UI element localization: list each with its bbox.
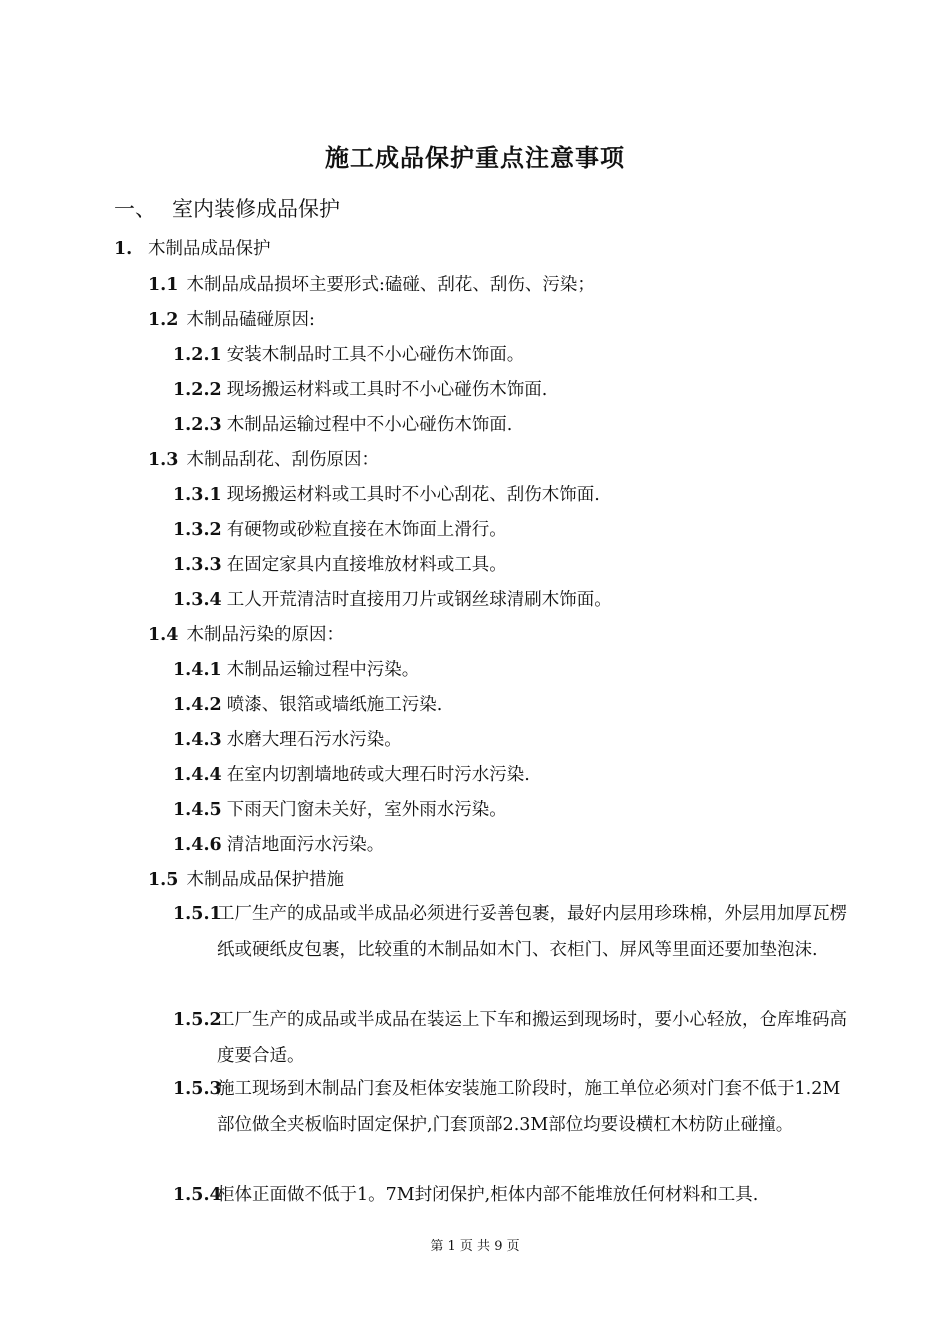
- page-footer: 第 1 页 共 9 页: [430, 1239, 520, 1254]
- item-1-3-4: 1.3.4 工人开荒清洁时直接用刀片或钢丝球清刷木饰面。: [173, 590, 612, 610]
- item-1-3-2: 1.3.2 有硬物或砂粒直接在木饰面上滑行。: [173, 520, 507, 540]
- item-1-5-1: 1.5.1 工厂生产的成品或半成品必须进行妥善包裹，最好内层用珍珠棉，外层用加厚瓦楞纸或硬纸皮包裹，比较重的木制品如木门、衣柜门、屏风等里面还要加垫泡沫.: [173, 904, 847, 960]
- item-1-5-3: 1.5.3 施工现场到木制品门套及柜体安装施工阶段时，施工单位必须对门套不低于1.2M部位做全夹板临时固定保护,门套顶部2.3M部位均要设横杠木枋防止碰撞。: [173, 1079, 841, 1135]
- item-1-5-4: 1.5.4 柜体正面做不低于1。7M封闭保护,柜体内部不能堆放任何材料和工具.: [173, 1185, 759, 1205]
- item-1-2-2: 1.2.2 现场搬运材料或工具时不小心碰伤木饰面.: [173, 380, 548, 400]
- item-1-3-1: 1.3.1 现场搬运材料或工具时不小心刮花、刮伤木饰面.: [173, 485, 600, 505]
- chapter-label: 木制品成品保护: [148, 239, 271, 259]
- item-1-4-2: 1.4.2 喷漆、银箔或墙纸施工污染.: [173, 695, 443, 715]
- chapter-number: 1.: [114, 239, 133, 259]
- section-label: 室内装修成品保护: [172, 197, 340, 221]
- page-title: 施工成品保护重点注意事项: [325, 143, 625, 172]
- section-number: 一、: [114, 197, 156, 221]
- item-1-4-1: 1.4.1 木制品运输过程中污染。: [173, 660, 420, 680]
- section-heading: [114, 193, 340, 223]
- item-1-3-3: 1.3.3 在固定家具内直接堆放材料或工具。: [173, 555, 507, 575]
- item-1-4-4: 1.4.4 在室内切割墙地砖或大理石时污水污染.: [173, 765, 530, 785]
- subsection-1-1: 1.1 木制品成品损坏主要形式:磕碰、刮花、刮伤、污染；: [148, 275, 595, 295]
- subsection-1-5: 1.5 木制品成品保护措施: [148, 870, 344, 890]
- subsection-1-2: 1.2 木制品磕碰原因:: [148, 310, 315, 330]
- chapter-heading: [114, 235, 271, 260]
- item-1-2-1: 1.2.1 安装木制品时工具不小心碰伤木饰面。: [173, 345, 525, 365]
- subsection-1-3: 1.3 木制品刮花、刮伤原因：: [148, 450, 379, 470]
- item-1-2-3: 1.2.3 木制品运输过程中不小心碰伤木饰面.: [173, 415, 513, 435]
- item-1-4-3: 1.4.3 水磨大理石污水污染。: [173, 730, 402, 750]
- item-1-5-2: 1.5.2 工厂生产的成品或半成品在装运上下车和搬运到现场时，要小心轻放，仓库堆码高度要合适。: [173, 1010, 847, 1066]
- item-1-4-6: 1.4.6 清洁地面污水污染。: [173, 835, 385, 855]
- subsection-1-4: 1.4 木制品污染的原因：: [148, 625, 344, 645]
- item-1-4-5: 1.4.5 下雨天门窗未关好，室外雨水污染。: [173, 800, 507, 820]
